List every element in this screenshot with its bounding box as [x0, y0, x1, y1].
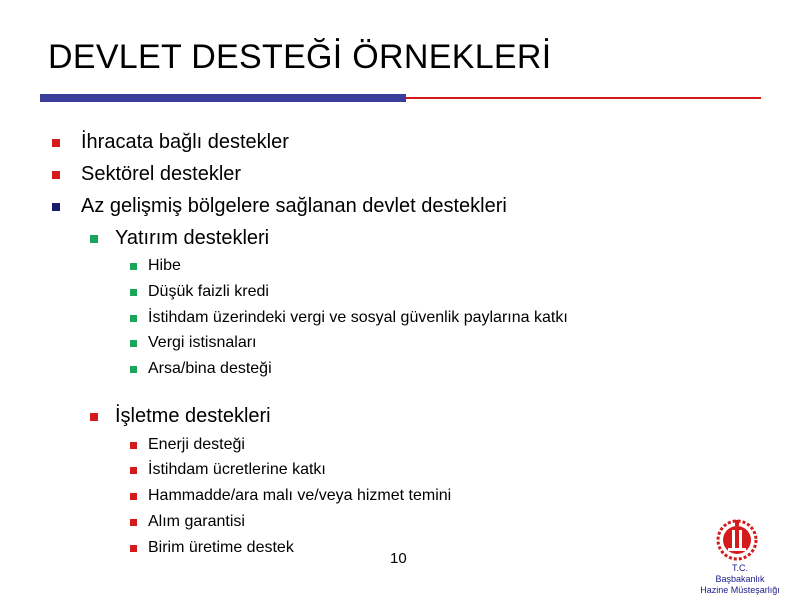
list-item-birim [130, 539, 294, 557]
square-bullet-icon [130, 366, 137, 373]
list-item-alim [130, 513, 245, 531]
square-bullet-icon [52, 203, 60, 211]
list-item-text: Sektörel destekler [81, 163, 242, 185]
title-rule-blue [40, 94, 406, 102]
list-item-sektorel [52, 163, 241, 186]
square-bullet-icon [130, 519, 137, 526]
square-bullet-icon [130, 442, 137, 449]
slide-title: DEVLET DESTEĞİ ÖRNEKLERİ [48, 38, 552, 76]
list-item-text: Hibe [148, 257, 181, 274]
list-item-text: İstihdam ücretlerine katkı [148, 461, 326, 478]
logo-line-tc: T.C. [731, 563, 748, 573]
list-item-enerji [130, 436, 245, 454]
page-number: 10 [390, 550, 407, 567]
emblem-icon [702, 516, 772, 562]
square-bullet-icon [90, 235, 98, 243]
square-bullet-icon [130, 467, 137, 474]
list-item-istihdam-ucret [130, 461, 326, 479]
list-item-vergi-istisna [130, 334, 257, 352]
list-item-hammadde [130, 487, 451, 505]
square-bullet-icon [130, 493, 137, 500]
list-item-yatirim [90, 227, 269, 250]
list-item-text: Birim üretime destek [148, 539, 294, 556]
square-bullet-icon [90, 413, 98, 421]
list-item-text: Az gelişmiş bölgelere sağlanan devlet destekleri [81, 195, 507, 217]
list-item-text: İhracata bağlı destekler [81, 131, 289, 153]
square-bullet-icon [130, 340, 137, 347]
list-item-istihdam-vergi [130, 309, 568, 327]
list-item-kredi [130, 283, 269, 301]
list-item-hibe [130, 257, 181, 275]
list-item-text: İşletme destekleri [115, 405, 271, 427]
list-item-text: Alım garantisi [148, 513, 245, 530]
square-bullet-icon [130, 315, 137, 322]
list-item-text: Hammadde/ara malı ve/veya hizmet temini [148, 487, 452, 504]
logo-line-hazine: Hazine Müsteşarlığı [700, 585, 780, 595]
square-bullet-icon [52, 139, 60, 147]
list-item-text: İstihdam üzerindeki vergi ve sosyal güvenlik paylarına katkı [148, 309, 568, 326]
list-item-ihracat [52, 131, 289, 154]
square-bullet-icon [130, 289, 137, 296]
list-item-arsa-bina [130, 360, 272, 378]
list-item-isletme [90, 405, 271, 428]
hazine-logo [702, 516, 772, 567]
list-item-text: Düşük faizli kredi [148, 283, 269, 300]
square-bullet-icon [130, 545, 137, 552]
list-item-text: Arsa/bina desteği [148, 360, 272, 377]
square-bullet-icon [52, 171, 60, 179]
list-item-text: Vergi istisnaları [148, 334, 257, 351]
list-item-az-gelismis [52, 195, 507, 218]
square-bullet-icon [130, 263, 137, 270]
list-item-text: Enerji desteği [148, 436, 245, 453]
title-rule-red [406, 97, 761, 99]
list-item-text: Yatırım destekleri [115, 227, 270, 249]
logo-line-basbakanlik: Başbakanlık [715, 574, 765, 584]
